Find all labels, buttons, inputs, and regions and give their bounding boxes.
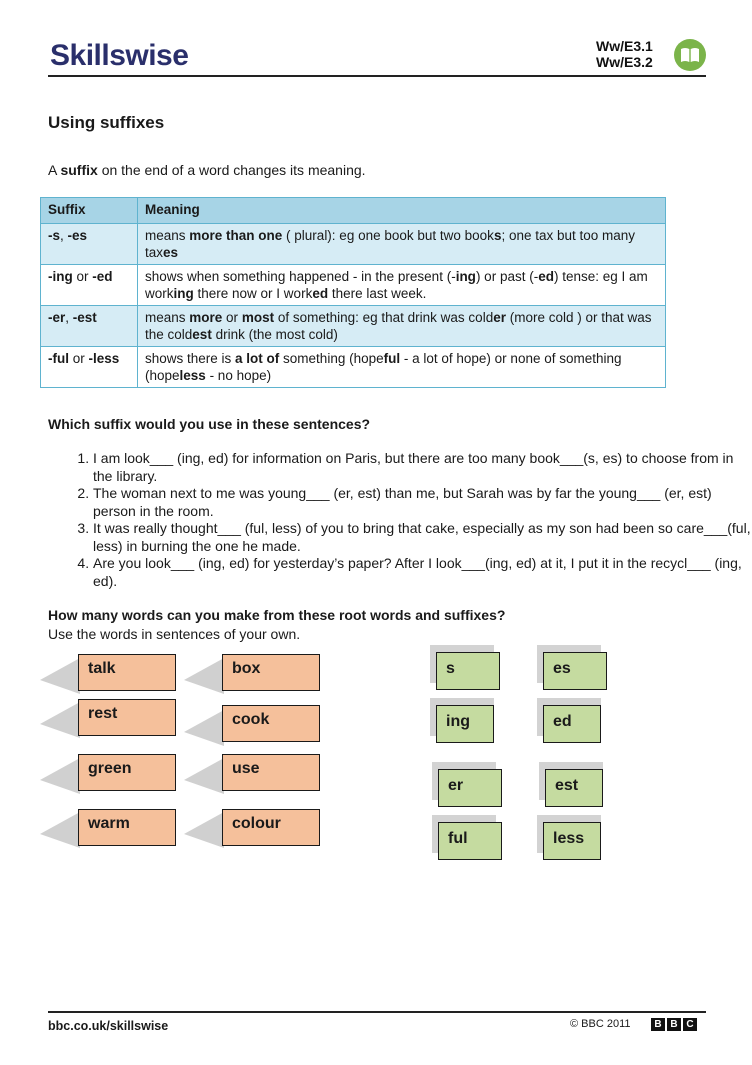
question-item: 2. The woman next to me was young___ (er, est) than me, but Sarah was by far the young___ (er, est) person in the room.	[93, 485, 752, 520]
footer-rule	[48, 1011, 706, 1013]
section1-heading: Which suffix would you use in these sentences?	[48, 416, 371, 432]
suffix-card: s	[436, 652, 500, 690]
suffix-card: ful	[438, 822, 502, 860]
intro-text: A suffix on the end of a word changes its meaning.	[48, 162, 366, 178]
root-word-card: colour	[222, 809, 320, 846]
bbc-letter: C	[683, 1018, 697, 1031]
suffix-card: ing	[436, 705, 494, 743]
code-line-1: Ww/E3.1	[596, 38, 653, 54]
table-header-meaning: Meaning	[138, 198, 666, 224]
root-word-card: use	[222, 754, 320, 791]
table-row	[41, 347, 666, 388]
suffix-cell: -ful or -less	[41, 347, 138, 388]
book-icon	[674, 39, 706, 71]
section2-subheading: Use the words in sentences of your own.	[48, 626, 301, 642]
question-item: 1. I am look___ (ing, ed) for information on Paris, but there are too many book___(s, es) to choose from in the library.	[93, 450, 752, 485]
suffix-card: est	[545, 769, 603, 807]
question-list	[48, 450, 752, 590]
suffix-card: ed	[543, 705, 601, 743]
table-row	[41, 224, 666, 265]
root-word-card: talk	[78, 654, 176, 691]
table-row	[41, 306, 666, 347]
question-item: 3. It was really thought___ (ful, less) of you to bring that cake, especially as my son had been so care___(ful, less) in burning the one he made.	[93, 520, 752, 555]
footer-url[interactable]: bbc.co.uk/skillswise	[48, 1019, 169, 1033]
header-rule	[48, 75, 706, 77]
meaning-cell: shows when something happened - in the present (-ing) or past (-ed) tense: eg I am working there now or I worked there last week.	[138, 265, 666, 306]
root-word-card: cook	[222, 705, 320, 742]
section2-heading: How many words can you make from these root words and suffixes?	[48, 607, 506, 623]
table-row	[41, 265, 666, 306]
bbc-letter: B	[651, 1018, 665, 1031]
curriculum-codes	[596, 38, 653, 70]
suffix-card: es	[543, 652, 607, 690]
meaning-cell: shows there is a lot of something (hopeful - a lot of hope) or none of something (hopeless - no hope)	[138, 347, 666, 388]
suffix-cell: -s, -es	[41, 224, 138, 265]
skillswise-logo: Skillswise	[50, 39, 189, 72]
meaning-cell: means more or most of something: eg that drink was colder (more cold ) or that was the coldest drink (the most cold)	[138, 306, 666, 347]
meaning-cell: means more than one ( plural): eg one book but two books; one tax but too many taxes	[138, 224, 666, 265]
root-word-card: box	[222, 654, 320, 691]
table-header-suffix: Suffix	[41, 198, 138, 224]
footer-copyright: © BBC 2011	[570, 1018, 631, 1030]
bbc-logo	[651, 1018, 697, 1031]
suffix-cell: -ing or -ed	[41, 265, 138, 306]
suffix-card: less	[543, 822, 601, 860]
question-item: 4. Are you look___ (ing, ed) for yesterday’s paper? After I look___(ing, ed) at it, I put it in the recycl___ (ing, ed).	[93, 555, 752, 590]
page-title: Using suffixes	[48, 113, 165, 132]
code-line-2: Ww/E3.2	[596, 54, 653, 70]
suffix-cell: -er, -est	[41, 306, 138, 347]
suffix-card: er	[438, 769, 502, 807]
root-word-card: rest	[78, 699, 176, 736]
root-word-card: warm	[78, 809, 176, 846]
root-word-card: green	[78, 754, 176, 791]
bbc-letter: B	[667, 1018, 681, 1031]
suffix-table	[40, 197, 666, 388]
